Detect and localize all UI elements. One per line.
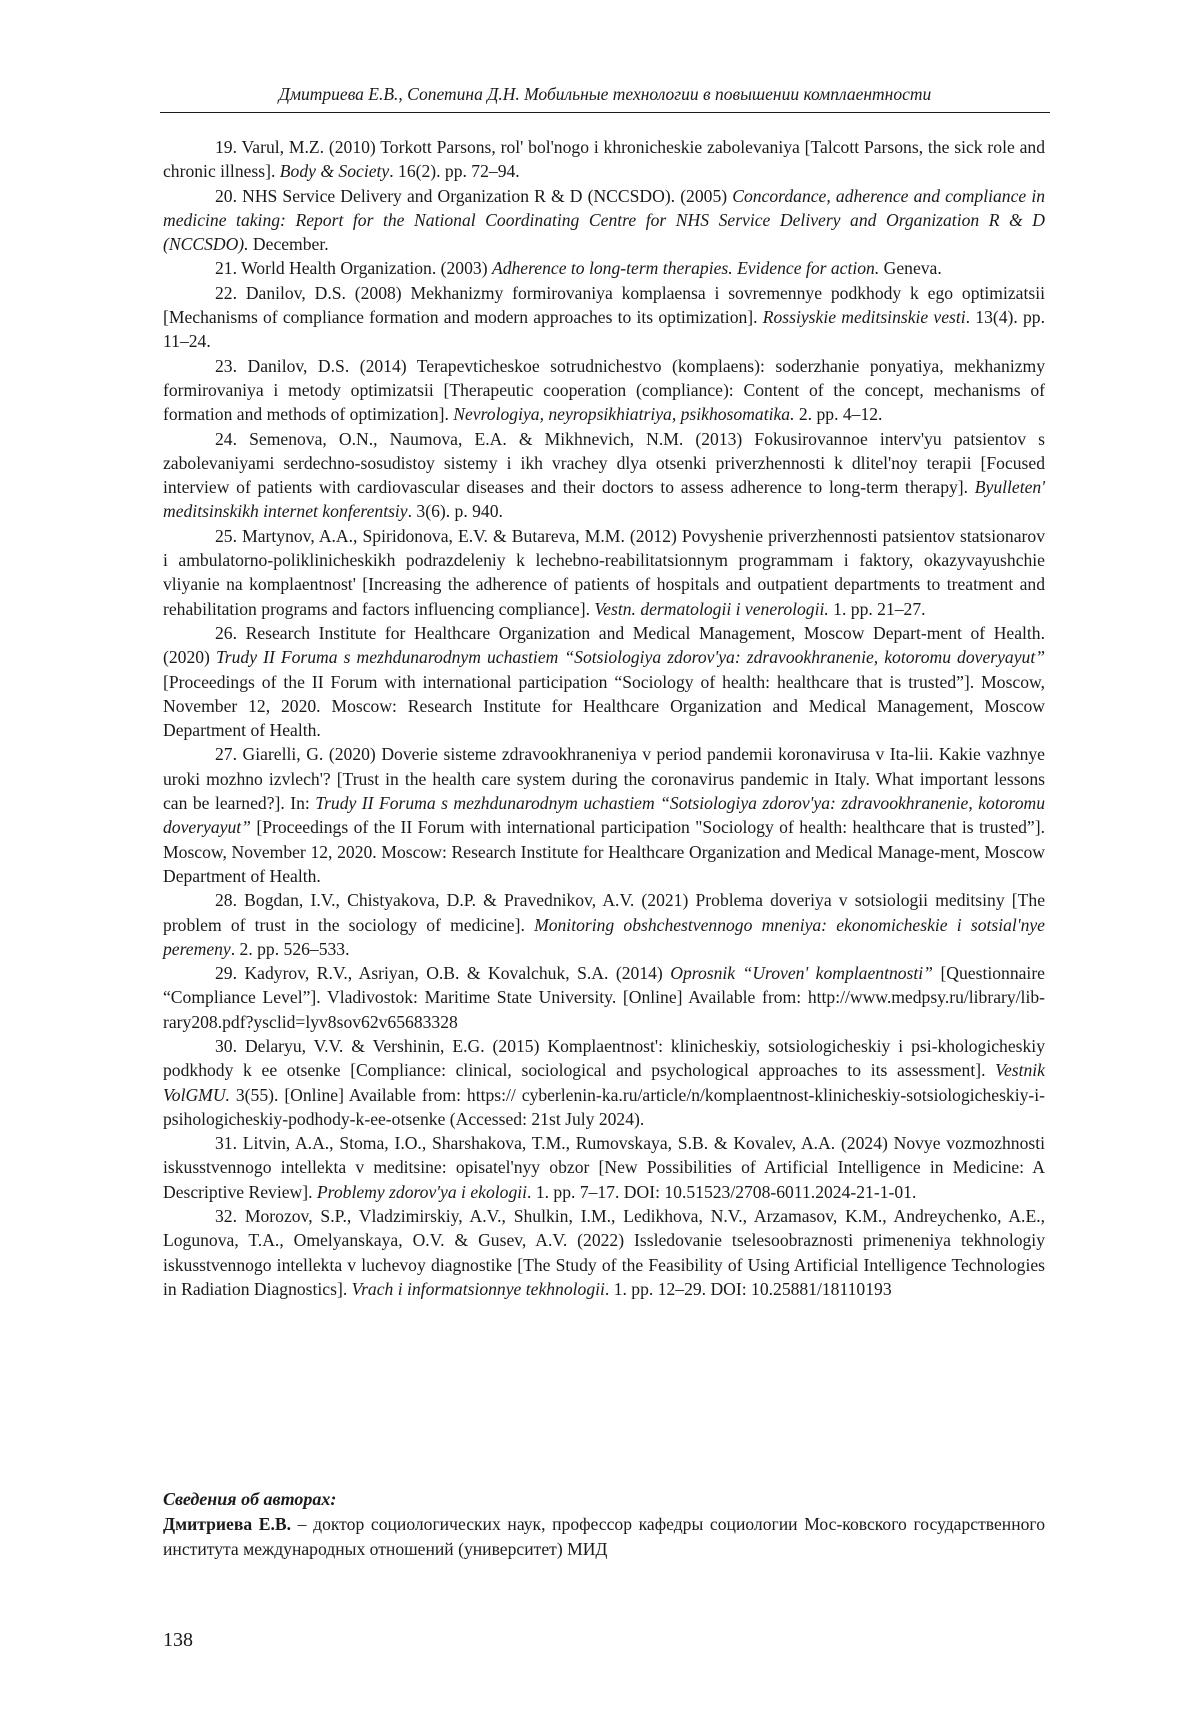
reference-entry bbox=[163, 524, 1045, 621]
reference-details: . 16(2). pp. 72–94. bbox=[389, 161, 520, 182]
reference-details: 3(55). [Online] Available from: https:// cyberlenin-ka.ru/article/n/komplaentnost-klinicheskiy-sotsiologicheskiy-i-psihologicheskiy-podhody-k-ee-otsenke (Accessed: 21st July 2024). bbox=[163, 1084, 1045, 1129]
reference-number: 21. bbox=[215, 258, 237, 279]
running-header: Дмитриева Е.В., Сопетина Д.Н. Мобильные технологии в повышении комплаентности bbox=[278, 84, 932, 104]
reference-entry bbox=[163, 281, 1045, 354]
reference-entry bbox=[163, 961, 1045, 1034]
reference-entry bbox=[163, 256, 1045, 280]
reference-number: 20. bbox=[215, 185, 237, 206]
reference-details: 1. pp. 21–27. bbox=[828, 598, 926, 619]
reference-source: Concordance, adherence and compliance in medicine taking: Report for the National Coordinating Centre for NHS Service Delivery and Organization R & D (NCCSDO). bbox=[163, 185, 1045, 255]
reference-text: World Health Organization. (2003) bbox=[241, 258, 492, 279]
reference-source: Vestnik VolGMU. bbox=[163, 1060, 1045, 1105]
reference-number: 31. bbox=[215, 1133, 237, 1154]
reference-number: 30. bbox=[215, 1035, 237, 1056]
reference-details: [Proceedings of the II Forum with international participation "Sociology of health: healthcare that is trusted”]. Moscow, November 12, 2020. Moscow: Research Institute for Healthcare Organization and Medical Manage-ment, Moscow Department of Health. bbox=[163, 817, 1045, 886]
reference-text: Danilov, D.S. (2008) Mekhanizmy formirovaniya komplaensa i sovremennye podkhody k ego optimizatsii [Mechanisms of compliance formation and modern approaches to its optimization]. bbox=[163, 282, 1045, 328]
reference-entry bbox=[163, 427, 1045, 524]
reference-text: Danilov, D.S. (2014) Terapevticheskoe sotrudnichestvo (komplaens): soderzhanie ponyatiya, mekhanizmy formirovaniya i metody optimizatsii [Therapeutic cooperation (compliance): Content of the concept, mechanisms of formation and methods of optimization]. bbox=[163, 355, 1045, 425]
reference-source: Byulleten' meditsinskikh internet konferentsiy bbox=[163, 477, 1045, 522]
reference-details: [Questionnaire “Compliance Level”]. Vladivostok: Maritime State University. [Online] Available from: http://www.medpsy.ru/library/lib-rary208.pdf?ysclid=lyv8sov62v65683328 bbox=[163, 963, 1045, 1032]
reference-number: 26. bbox=[215, 622, 237, 643]
author-name: Дмитриева Е.В. bbox=[163, 1514, 292, 1534]
reference-text: Morozov, S.P., Vladzimirskiy, A.V., Shulkin, I.M., Ledikhova, N.V., Arzamasov, K.M., Andreychenko, A.E., Logunova, T.A., Omelyanskaya, O.V. & Gusev, A.V. (2022) Issledovanie tselesoobraznosti primeneniya tekhnologiy iskusstvennogo intellekta v luchevoy diagnostike [The Study of the Feasibility of Using Artificial Intelligence Technologies in Radiation Diagnostics]. bbox=[163, 1206, 1045, 1299]
reference-number: 25. bbox=[215, 525, 237, 546]
reference-text: Varul, M.Z. (2010) Torkott Parsons, rol' bol'nogo i khronicheskie zabolevaniya [Talcott Parsons, the sick role and chronic illness]. bbox=[163, 137, 1045, 182]
reference-number: 22. bbox=[215, 282, 237, 303]
reference-details: . 1. pp. 7–17. DOI: 10.51523/2708-6011.2024-21-1-01. bbox=[527, 1181, 917, 1202]
reference-details: . 1. pp. 12–29. DOI: 10.25881/18110193 bbox=[604, 1278, 892, 1299]
reference-text: Litvin, A.A., Stoma, I.O., Sharshakova, T.M., Rumovskaya, S.B. & Kovalev, A.A. (2024) Novye vozmozhnosti iskusstvennogo intellekta v meditsine: opisatel'nyy obzor [New Possibilities of Artificial Intelligence in Medicine: A Descriptive Review]. bbox=[163, 1133, 1045, 1202]
reference-source: Adherence to long-term therapies. Evidence for action. bbox=[491, 258, 880, 279]
reference-details: December. bbox=[248, 234, 329, 255]
reference-text: Bogdan, I.V., Chistyakova, D.P. & Pravednikov, A.V. (2021) Problema doveriya v sotsiologii meditsiny [The problem of trust in the sociology of medicine]. bbox=[163, 890, 1045, 935]
reference-details: . 3(6). p. 940. bbox=[407, 501, 503, 522]
reference-entry bbox=[163, 888, 1045, 961]
reference-text: Research Institute for Healthcare Organization and Medical Management, Moscow Depart-ment of Health. (2020) bbox=[163, 622, 1045, 668]
reference-text: Kadyrov, R.V., Asriyan, O.B. & Kovalchuk, S.A. (2014) bbox=[244, 963, 671, 984]
reference-source: Rossiyskie meditsinskie vesti bbox=[762, 307, 966, 328]
reference-source: Monitoring obshchestvennogo mneniya: ekonomicheskie i sotsial'nye peremeny bbox=[163, 914, 1045, 959]
reference-entry bbox=[163, 354, 1045, 427]
reference-source: Vestn. dermatologii i venerologii. bbox=[594, 598, 829, 619]
reference-entry bbox=[163, 184, 1045, 257]
reference-number: 27. bbox=[215, 744, 237, 765]
reference-entry bbox=[163, 1131, 1045, 1204]
reference-source: Vrach i informatsionnye tekhnologii bbox=[351, 1278, 605, 1299]
reference-text: Martynov, A.A., Spiridonova, E.V. & Butareva, M.M. (2012) Povyshenie priverzhennosti patsientov statsionarov i ambulatorno-poliklinicheskikh podrazdeleniy k lechebno-reabilitatsionnym programmam i faktory, okazyvayushchie vliyanie na komplaentnost' [Increasing the adherence of patients of hospitals and outpatient departments to treatment and rehabilitation programs and factors influencing compliance]. bbox=[163, 525, 1045, 619]
reference-text: NHS Service Delivery and Organization R & D (NCCSDO). (2005) bbox=[242, 185, 733, 206]
author-entry bbox=[163, 1512, 1045, 1562]
reference-details: . 2. pp. 526–533. bbox=[230, 938, 350, 959]
authors-heading: Сведения об авторах: bbox=[163, 1489, 337, 1509]
reference-text: Semenova, O.N., Naumova, E.A. & Mikhnevich, N.M. (2013) Fokusirovannoe interv'yu patsientov s zabolevaniyami serdechno-sosudistoy sistemy i ikh vrachey dlya otsenki priverzhennosti k dlitel'noy terapii [Focused interview of patients with cardiovascular diseases and their doctors to assess adherence to long-term therapy]. bbox=[163, 428, 1046, 498]
reference-details: [Proceedings of the II Forum with international participation “Sociology of health: healthcare that is trusted”]. Moscow, November 12, 2020. Moscow: Research Institute for Healthcare Organization and Medical Management, Moscow Department of Health. bbox=[163, 671, 1045, 741]
reference-details: . 13(4). pp. 11–24. bbox=[163, 307, 1045, 352]
reference-list bbox=[163, 135, 1045, 1301]
reference-source: Trudy II Foruma s mezhdunarodnym uchastiem “Sotsiologiya zdorov'ya: zdravookhranenie, kotoromu doveryayut” bbox=[215, 647, 1045, 668]
reference-source: Problemy zdorov'ya i ekologii bbox=[316, 1181, 528, 1202]
reference-details: 2. pp. 4–12. bbox=[794, 404, 883, 425]
reference-entry bbox=[163, 1204, 1045, 1301]
reference-source: Trudy II Foruma s mezhdunarodnym uchastiem “Sotsiologiya zdorov'ya: zdravookhranenie, kotoromu doveryayut” bbox=[163, 793, 1045, 838]
reference-number: 23. bbox=[215, 355, 237, 376]
reference-entry bbox=[163, 742, 1045, 888]
reference-source: Body & Society bbox=[279, 161, 390, 182]
reference-text: Giarelli, G. (2020) Doverie sisteme zdravookhraneniya v period pandemii koronavirusa v Ita-lii. Kakie vazhnye uroki mozhno izvlech'? [Trust in the health care system during the coronavirus pandemic in Italy. What important lessons can be learned?]. In: bbox=[163, 744, 1045, 814]
reference-entry bbox=[163, 135, 1045, 184]
reference-source: Nevrologiya, neyropsikhiatriya, psikhosomatika. bbox=[453, 404, 795, 425]
reference-source: Oprosnik “Uroven' komplaentnosti” bbox=[670, 963, 933, 984]
reference-number: 19. bbox=[215, 137, 237, 157]
author-description: – доктор социологических наук, профессор кафедры социологии Мос-ковского государственного института международных отношений (университет) МИД bbox=[163, 1514, 1045, 1559]
reference-details: Geneva. bbox=[879, 258, 942, 279]
reference-number: 29. bbox=[215, 963, 237, 984]
reference-entry bbox=[163, 621, 1045, 742]
page-number: 138 bbox=[163, 1629, 193, 1651]
reference-number: 28. bbox=[215, 890, 237, 911]
reference-number: 32. bbox=[215, 1206, 237, 1227]
reference-entry bbox=[163, 1034, 1045, 1131]
reference-number: 24. bbox=[215, 428, 237, 449]
header-divider bbox=[160, 112, 1050, 113]
reference-text: Delaryu, V.V. & Vershinin, E.G. (2015) Komplaentnost': klinicheskiy, sotsiologicheskiy i psi-khologicheskiy podkhody k ee otsenke [Compliance: clinical, sociological and psychological approaches to its assessment]. bbox=[163, 1035, 1045, 1081]
